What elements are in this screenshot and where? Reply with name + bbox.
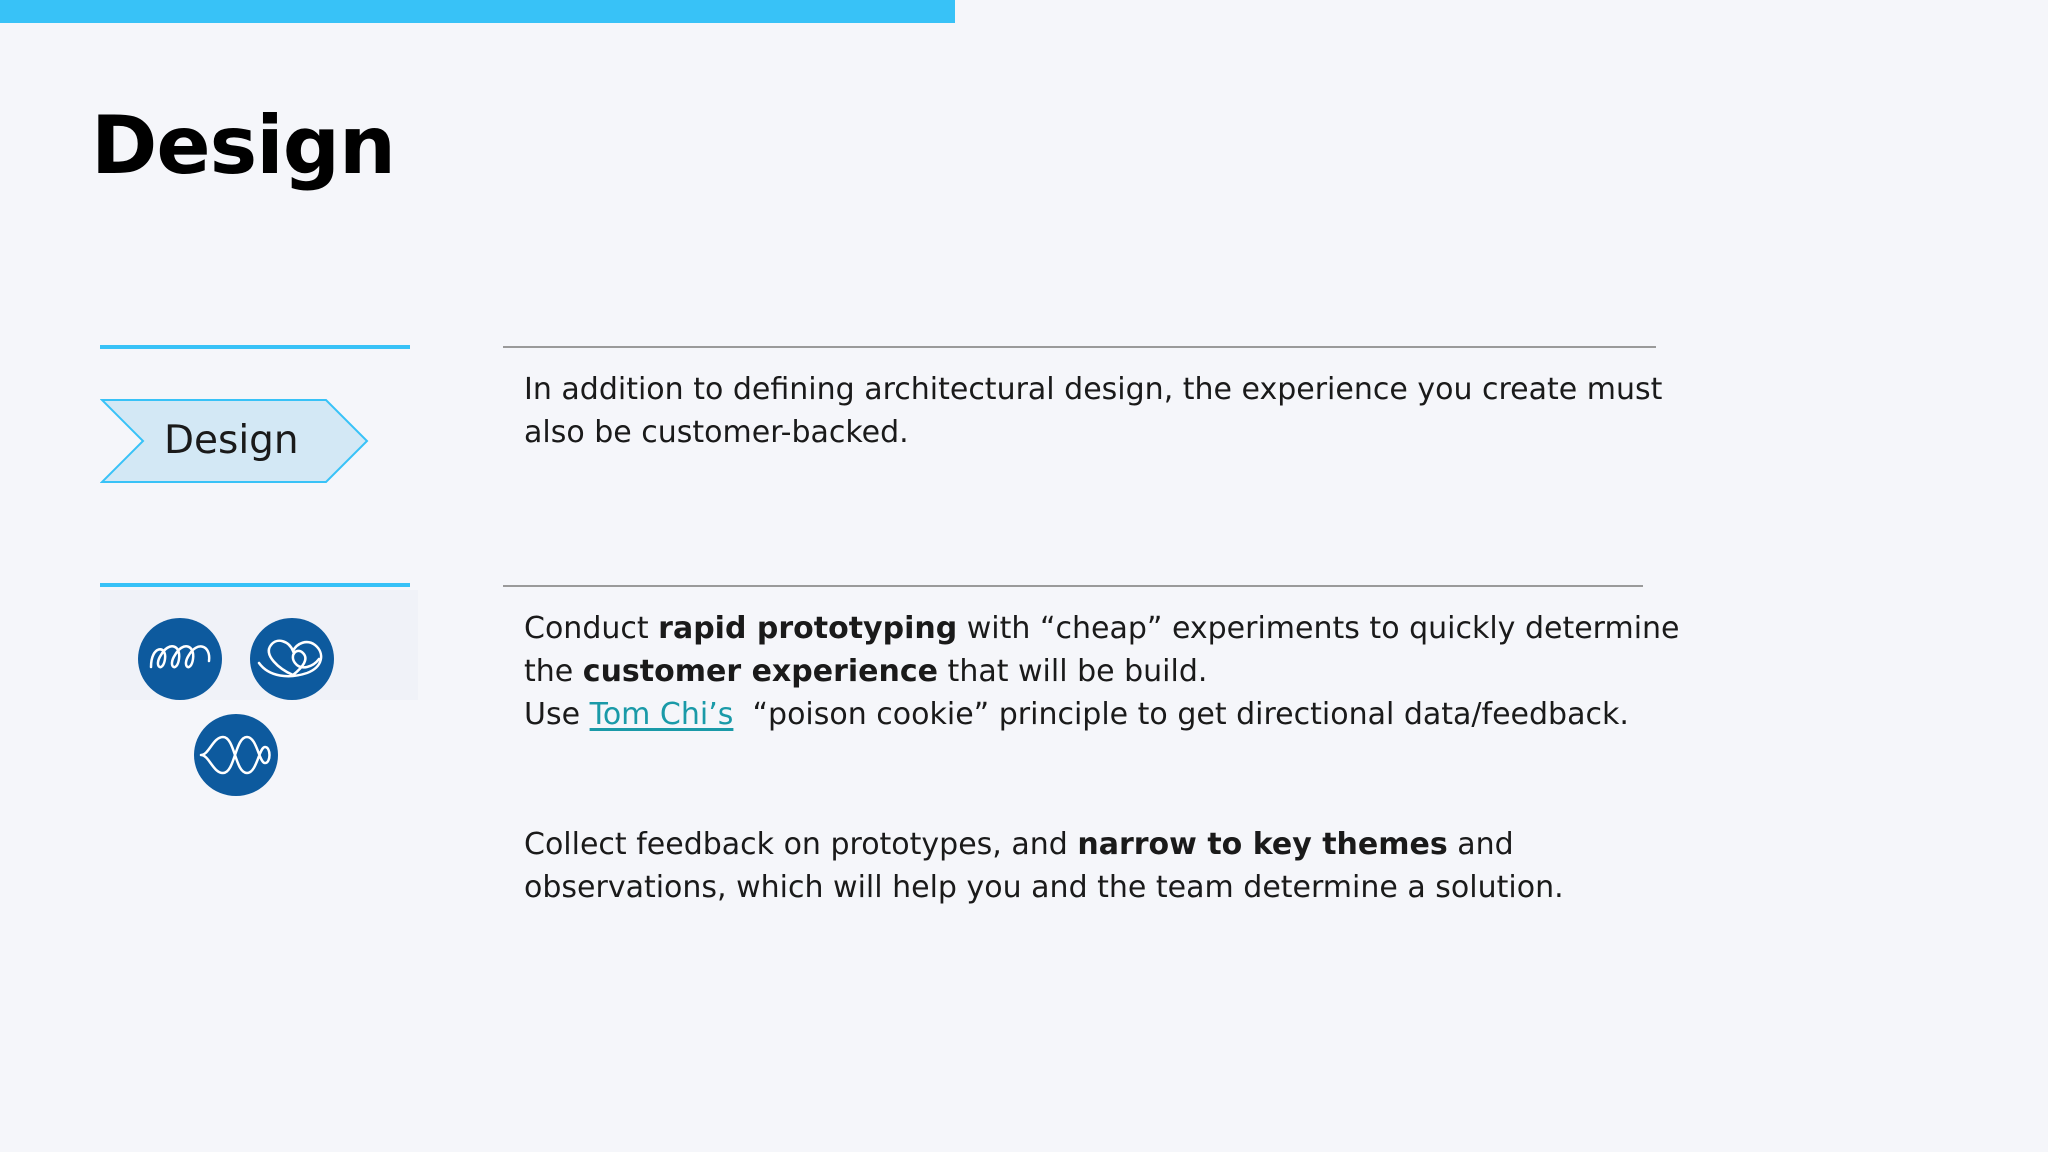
design-stage-chevron [100, 398, 370, 484]
intro-text [524, 368, 1662, 454]
prototyping-text [524, 607, 1680, 736]
prototyping-l1-a: Conduct [524, 611, 659, 646]
tom-chi-link[interactable]: Tom Chi’s [589, 697, 734, 732]
slide-title: Design [91, 99, 395, 192]
heart-scribble-icon [249, 617, 335, 701]
prototyping-l3-a: Use [524, 697, 590, 732]
intro-line-2: also be customer-backed. [524, 415, 909, 450]
stage-label: Design [164, 418, 299, 463]
rapid-prototyping-emphasis: rapid prototyping [658, 611, 958, 646]
stage-divider [100, 345, 410, 349]
wave-icon [193, 713, 279, 797]
prototyping-l2-a: the [524, 654, 583, 689]
feedback-l2: observations, which will help you and the team determine a solution. [524, 870, 1564, 905]
key-themes-emphasis: narrow to key themes [1077, 827, 1448, 862]
top-accent-bar [0, 0, 955, 23]
feedback-l1-c: and [1447, 827, 1514, 862]
prototyping-divider [503, 585, 1643, 587]
prototyping-l1-c: with “cheap” experiments to quickly determine [957, 611, 1680, 646]
icons-divider [100, 583, 410, 587]
feedback-l1-a: Collect feedback on prototypes, and [524, 827, 1078, 862]
prototyping-l2-c: that will be build. [938, 654, 1208, 689]
loops-icon [137, 617, 223, 701]
customer-experience-emphasis: customer experience [582, 654, 939, 689]
prototyping-l3-c: “poison cookie” principle to get directional data/feedback. [733, 697, 1629, 732]
feedback-text [524, 823, 1564, 909]
intro-divider [503, 346, 1656, 348]
intro-line-1: In addition to defining architectural design, the experience you create must [524, 372, 1663, 407]
